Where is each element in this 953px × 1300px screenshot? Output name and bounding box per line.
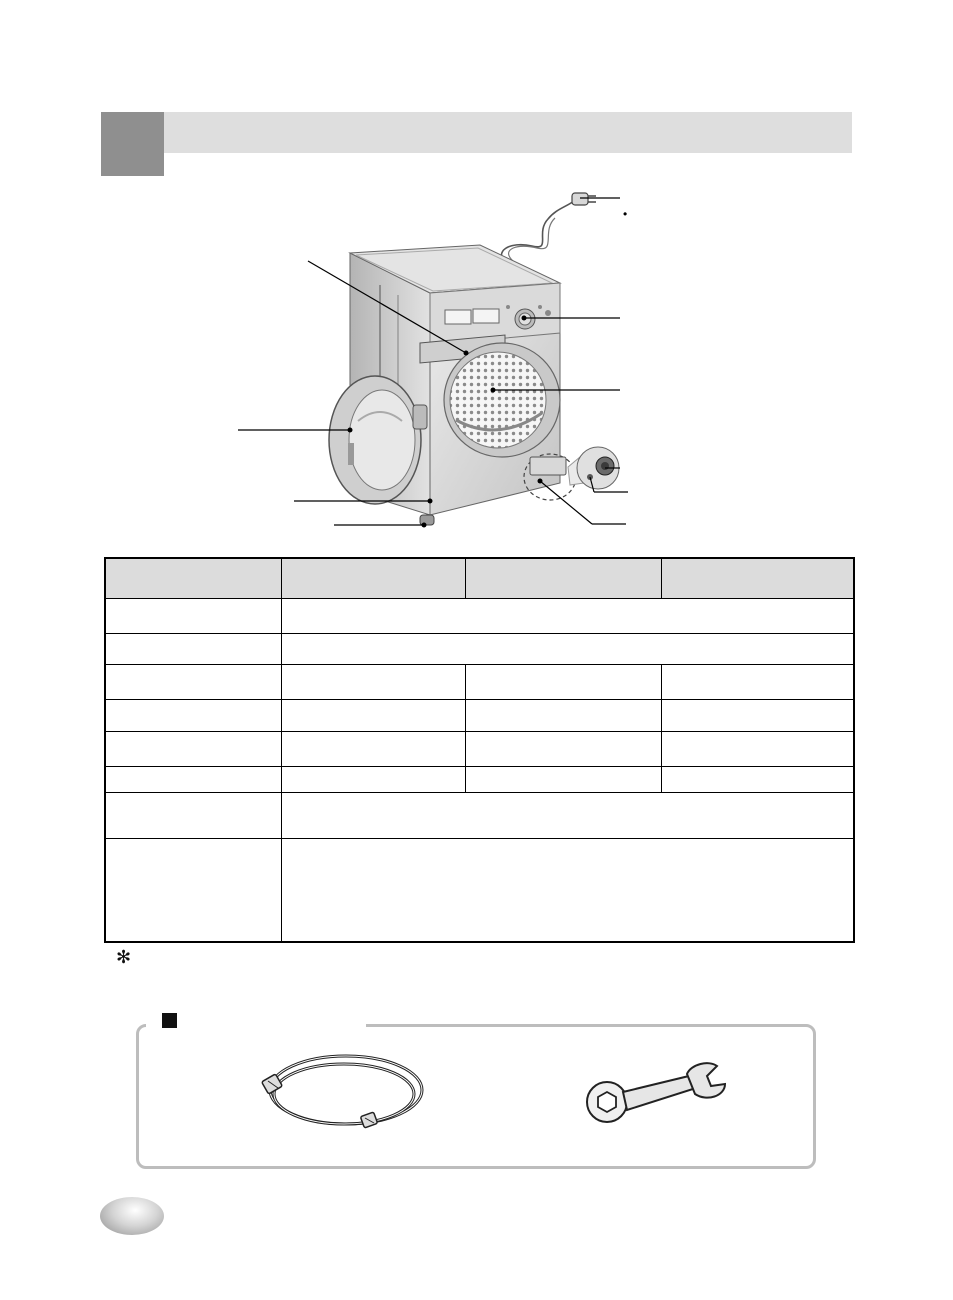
row-value: [281, 699, 465, 731]
row-label: [105, 633, 281, 664]
row-value: [465, 731, 661, 766]
header-cell: [465, 558, 661, 598]
table-row: [105, 731, 854, 766]
spanner-image: [583, 1062, 731, 1130]
row-value: [281, 766, 465, 792]
row-label: [105, 664, 281, 699]
accessories-square-icon: [162, 1013, 177, 1028]
table-row: [105, 838, 854, 942]
row-label: [105, 838, 281, 942]
inlet-hose-image: [258, 1048, 428, 1140]
header-cell: [105, 558, 281, 598]
callout-bullet: •: [623, 207, 628, 221]
table-header-row: [105, 558, 854, 598]
row-label: [105, 792, 281, 838]
specification-table: [104, 557, 855, 943]
row-label: [105, 699, 281, 731]
row-value: [661, 664, 854, 699]
row-value: [465, 699, 661, 731]
section-marker-block: [101, 112, 164, 176]
row-value: [465, 766, 661, 792]
row-value: [281, 731, 465, 766]
table-row: [105, 664, 854, 699]
table-row: [105, 699, 854, 731]
row-value: [281, 792, 854, 838]
row-label: [105, 731, 281, 766]
accessories-title-gap: [146, 1018, 366, 1030]
power-cord-plug: [501, 193, 596, 265]
drum: [444, 343, 560, 457]
washing-machine-diagram: [230, 185, 650, 540]
footnote-asterisk: ✻: [116, 947, 132, 967]
row-value: [281, 664, 465, 699]
row-value: [661, 766, 854, 792]
row-value: [281, 633, 854, 664]
section-header-bar: [164, 112, 852, 153]
row-label: [105, 598, 281, 633]
row-value: [281, 838, 854, 942]
header-cell: [661, 558, 854, 598]
table-row: [105, 766, 854, 792]
page-number-oval: [100, 1197, 164, 1235]
row-value: [281, 598, 854, 633]
row-label: [105, 766, 281, 792]
header-cell: [281, 558, 465, 598]
table-row: [105, 792, 854, 838]
table-row: [105, 633, 854, 664]
row-value: [661, 731, 854, 766]
row-value: [661, 699, 854, 731]
row-value: [465, 664, 661, 699]
table-row: [105, 598, 854, 633]
